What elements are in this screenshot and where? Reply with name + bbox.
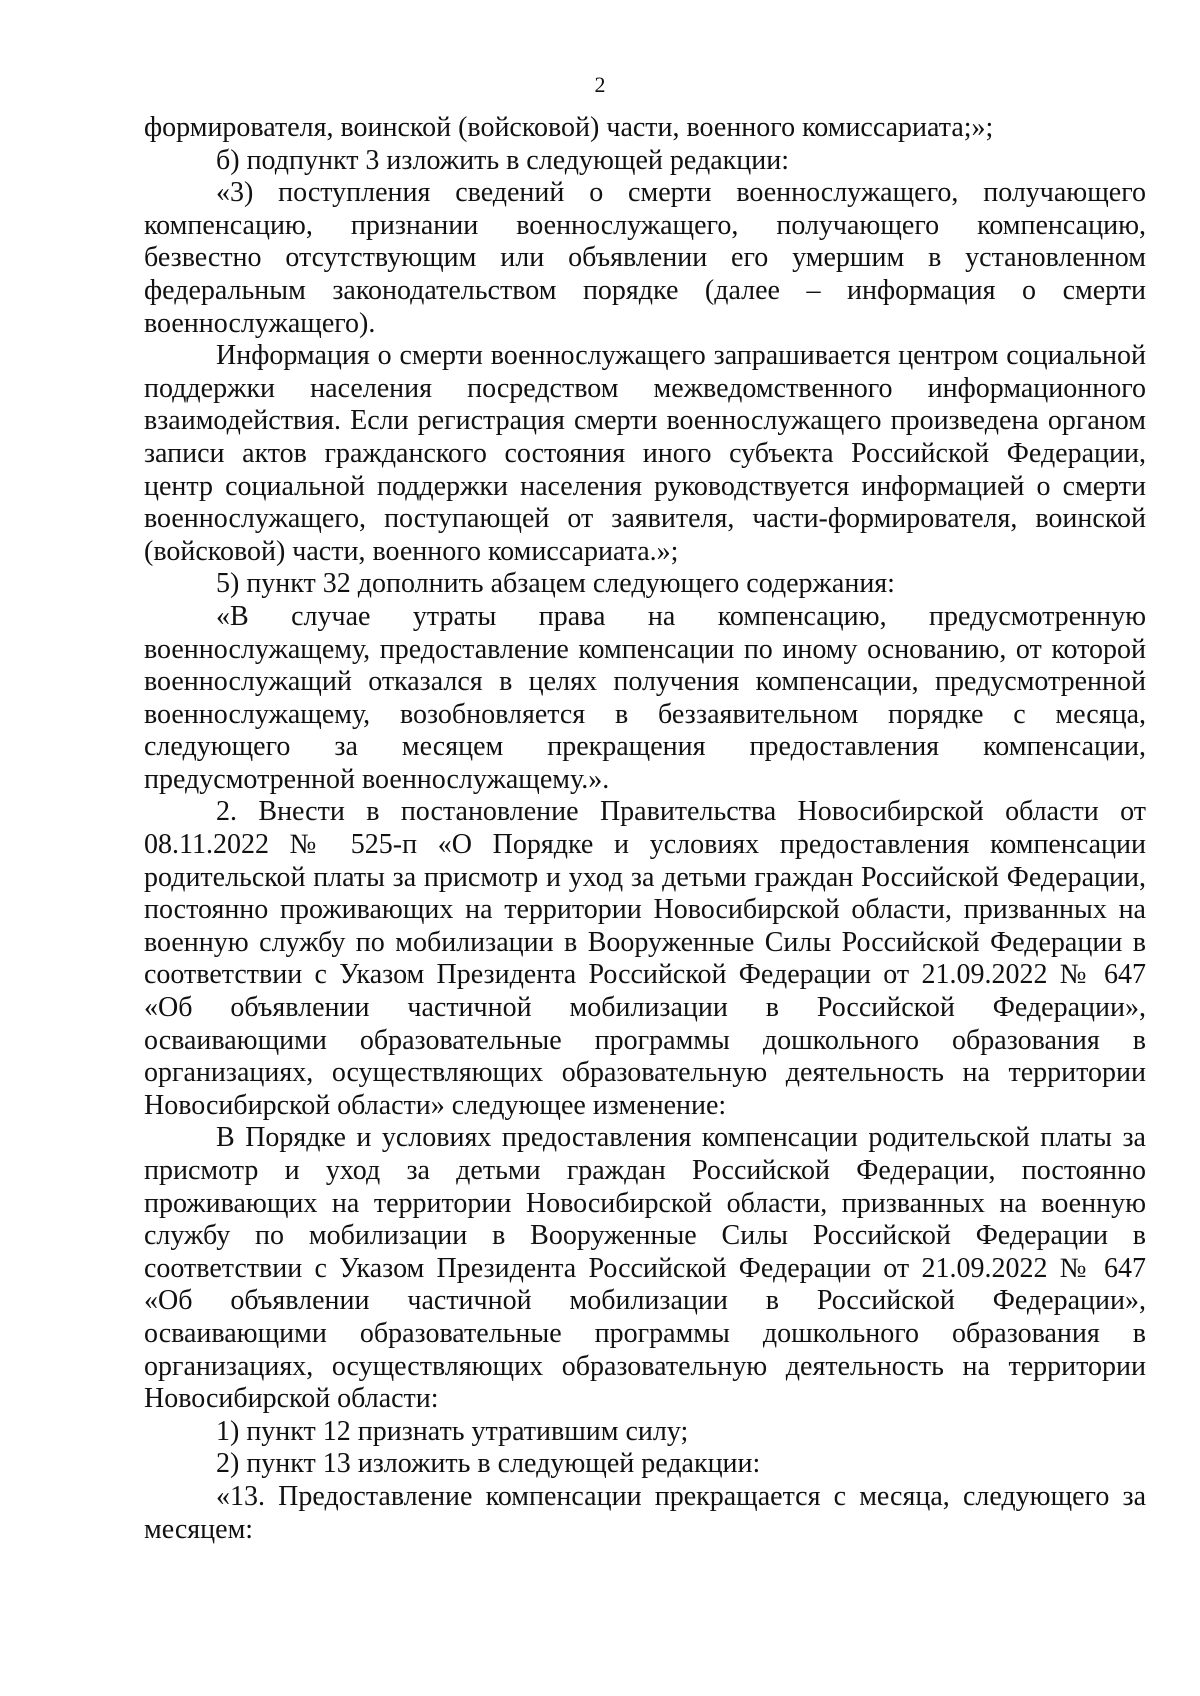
paragraph-quoted-item-3: «3) поступления сведений о смерти военнослужащего, получающего компенсацию, признании военнослужащего, получающего компенсацию, безвестно отсутствующим или объявлении его умершим в установленном федеральным законодательством порядке (далее – информация о смерти военнослужащего). — [144, 177, 1146, 339]
paragraph-item-2: 2) пункт 13 изложить в следующей редакции: — [216, 1448, 761, 1480]
page-number: 2 — [594, 72, 606, 97]
paragraph-continuation: формирователя, воинской (войсковой) части, военного комиссариата;»; — [144, 112, 994, 143]
paragraph-subitem-b: б) подпункт 3 изложить в следующей редакции: — [216, 144, 789, 176]
paragraph-item-1: 1) пункт 12 признать утратившим силу; — [216, 1415, 689, 1447]
paragraph-death-information: Информация о смерти военнослужащего запрашивается центром социальной поддержки населения посредством межведомственного информационного взаимодействия. Если регистрация смерти военнослужащего произведена органом записи актов гражданского состояния иного субъекта Российской Федерации, центр социальной поддержки населения руководствуется информацией о смерти военнослужащего, поступающей от заявителя, части-формирователя, воинской (войсковой) части, военного комиссариата.»; — [144, 340, 1146, 567]
paragraph-procedure-amendment: В Порядке и условиях предоставления компенсации родительской платы за присмотр и уход за детьми граждан Российской Федерации, постоянно проживающих на территории Новосибирской области, призванных на военную службу по мобилизации в Вооруженные Силы Российской Федерации в соответствии с Указом Президента Российской Федерации от 21.09.2022 № 647 «Об объявлении частичной мобилизации в Российской Федерации», осваивающими образовательные программы дошкольного образования в организациях, осуществляющих образовательную деятельность на территории Новосибирской области: — [144, 1122, 1146, 1415]
paragraph-section-2: 2. Внести в постановление Правительства Новосибирской области от 08.11.2022 № 525-п «О Порядке и условиях предоставления компенсации родительской платы за присмотр и уход за детьми граждан Российской Федерации, постоянно проживающих на территории Новосибирской области, призванных на военную службу по мобилизации в Вооруженные Силы Российской Федерации в соответствии с Указом Президента Российской Федерации от 21.09.2022 № 647 «Об объявлении частичной мобилизации в Российской Федерации», осваивающими образовательные программы дошкольного образования в организациях, осуществляющих образовательную деятельность на территории Новосибирской области» следующее изменение: — [144, 796, 1146, 1121]
document-body — [144, 112, 1146, 1546]
paragraph-quoted-loss-of-right: «В случае утраты права на компенсацию, предусмотренную военнослужащему, предоставление компенсации по иному основанию, от которой военнослужащий отказался в целях получения компенсации, предусмотренной военнослужащему, возобновляется в беззаявительном порядке с месяца, следующего за месяцем прекращения предоставления компенсации, предусмотренной военнослужащему.». — [144, 600, 1146, 795]
paragraph-quoted-item-13: «13. Предоставление компенсации прекращается с месяца, следующего за месяцем: — [144, 1480, 1146, 1545]
paragraph-item-5: 5) пункт 32 дополнить абзацем следующего содержания: — [216, 568, 895, 600]
